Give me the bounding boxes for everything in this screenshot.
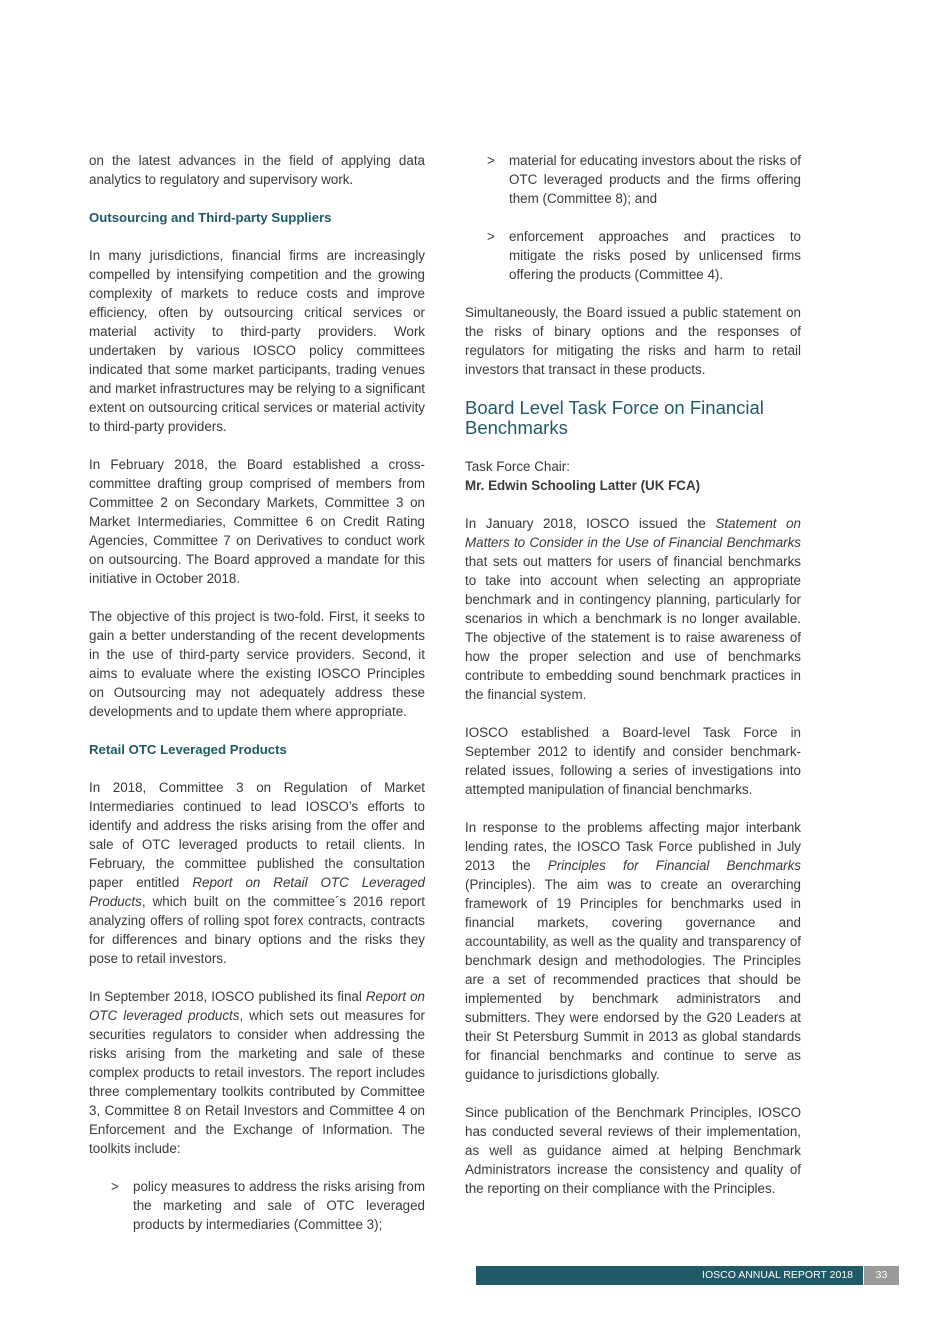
- principles-title: Principles for Financial Benchmarks: [547, 858, 801, 873]
- list-item-text: enforcement approaches and practices to mitigate the risks posed by unlicensed firms offering the products (Committee 4).: [509, 229, 801, 282]
- page-number: 33: [864, 1266, 899, 1285]
- list-item: [465, 227, 801, 284]
- paragraph: The objective of this project is two-fold. First, it seeks to gain a better understanding of the recent developments in the use of third-party service providers. Second, it aims to evaluate where the existing IOSCO Principles on Outsourcing may not adequately address these developments and to update them where appropriate.: [89, 609, 425, 719]
- left-column: [89, 151, 425, 1253]
- chair-label: Task Force Chair:: [465, 459, 570, 474]
- paragraph: In February 2018, the Board established a cross-committee drafting group comprised of members from Committee 2 on Secondary Markets, Committee 3 on Market Intermediaries, Committee 6 on Credit Rating Agencies, Committee 7 on Derivatives to conduct work on outsourcing. The Board approved a mandate for this initiative in October 2018.: [89, 457, 425, 586]
- section-heading-board: Board Level Task Force on Financial Benchmarks: [465, 397, 764, 438]
- bullet-marker: >: [487, 229, 495, 244]
- paragraph: In September 2018, IOSCO published its final Report on OTC leveraged products, which sets out measures for securities regulators to consider when addressing the risks arising from the marketing and sale of these complex products to retail investors. The report includes three complementary toolkits contributed by Committee 3, Committee 8 on Retail Investors and Committee 4 on Enforcement and the Exchange of Information. The toolkits include:: [89, 989, 425, 1156]
- bullet-marker: >: [111, 1179, 119, 1194]
- statement-title: Statement on Matters to Consider in the Use of Financial Benchmarks: [465, 516, 801, 550]
- list-item-text: material for educating investors about the risks of OTC leveraged products and the firms offering them (Committee 8); and: [509, 153, 801, 206]
- footer-report-label: IOSCO ANNUAL REPORT 2018: [476, 1266, 863, 1285]
- paragraph: In January 2018, IOSCO issued the Statement on Matters to Consider in the Use of Financial Benchmarks that sets out matters for users of financial benchmarks to take into account when selecting an appropriate benchmark and in contingency planning, particularly for scenarios in which a benchmark is no longer available. The objective of the statement is to raise awareness of how the proper selection and use of benchmarks contribute to embedding sound benchmark practices in the financial system.: [465, 516, 801, 702]
- report-title: Report on OTC leveraged products: [89, 989, 425, 1023]
- paragraph: Simultaneously, the Board issued a public statement on the risks of binary options and the responses of regulators for mitigating the risks and harm to retail investors that transact in these products.: [465, 305, 801, 377]
- section-heading-retail: Retail OTC Leveraged Products: [89, 742, 287, 757]
- paragraph: on the latest advances in the field of applying data analytics to regulatory and supervisory work.: [89, 153, 425, 187]
- paragraph: Since publication of the Benchmark Principles, IOSCO has conducted several reviews of their implementation, as well as guidance aimed at helping Benchmark Administrators increase the consistency and quality of the reporting on their compliance with the Principles.: [465, 1105, 801, 1196]
- chair-name: Mr. Edwin Schooling Latter (UK FCA): [465, 478, 701, 493]
- report-title: Report on Retail OTC Leveraged Products: [89, 875, 425, 909]
- paragraph: In many jurisdictions, financial firms are increasingly compelled by intensifying competition and the growing complexity of markets to reduce costs and improve efficiency, often by outsourcing critical services or material activity to third-party providers. Work undertaken by various IOSCO policy committees indicated that some market participants, trading venues and market infrastructures may be relying to a significant extent on outsourcing critical services or material activity to third-party providers.: [89, 248, 425, 434]
- section-heading-outsourcing: Outsourcing and Third-party Suppliers: [89, 210, 332, 225]
- paragraph: In 2018, Committee 3 on Regulation of Market Intermediaries continued to lead IOSCO’s efforts to identify and address the risks arising from the offer and sale of OTC leveraged products to retail clients. In February, the committee published the consultation paper entitled Report on Retail OTC Leveraged Products, which built on the committee´s 2016 report analyzing offers of rolling spot forex contracts, contracts for differences and binary options and the risks they pose to retail investors.: [89, 780, 425, 966]
- list-item: [465, 151, 801, 208]
- bullet-marker: >: [487, 153, 495, 168]
- paragraph: In response to the problems affecting major interbank lending rates, the IOSCO Task Force published in July 2013 the Principles for Financial Benchmarks (Principles). The aim was to create an overarching framework of 19 Principles for benchmarks used in financial markets, covering governance and accountability, as well as the quality and transparency of benchmark design and methodologies. The Principles are a set of recommended practices that should be implemented by benchmark administrators and submitters. They were endorsed by the G20 Leaders at their St Petersburg Summit in 2013 as global standards for financial benchmarks and continue to serve as guidance to jurisdictions globally.: [465, 820, 801, 1082]
- paragraph: IOSCO established a Board-level Task Force in September 2012 to identify and consider benchmark-related issues, following a series of investigations into attempted manipulation of financial benchmarks.: [465, 725, 801, 797]
- list-item-text: policy measures to address the risks arising from the marketing and sale of OTC leveraged products by intermediaries (Committee 3);: [133, 1179, 425, 1232]
- right-column: [465, 151, 801, 1217]
- list-item: [89, 1177, 425, 1234]
